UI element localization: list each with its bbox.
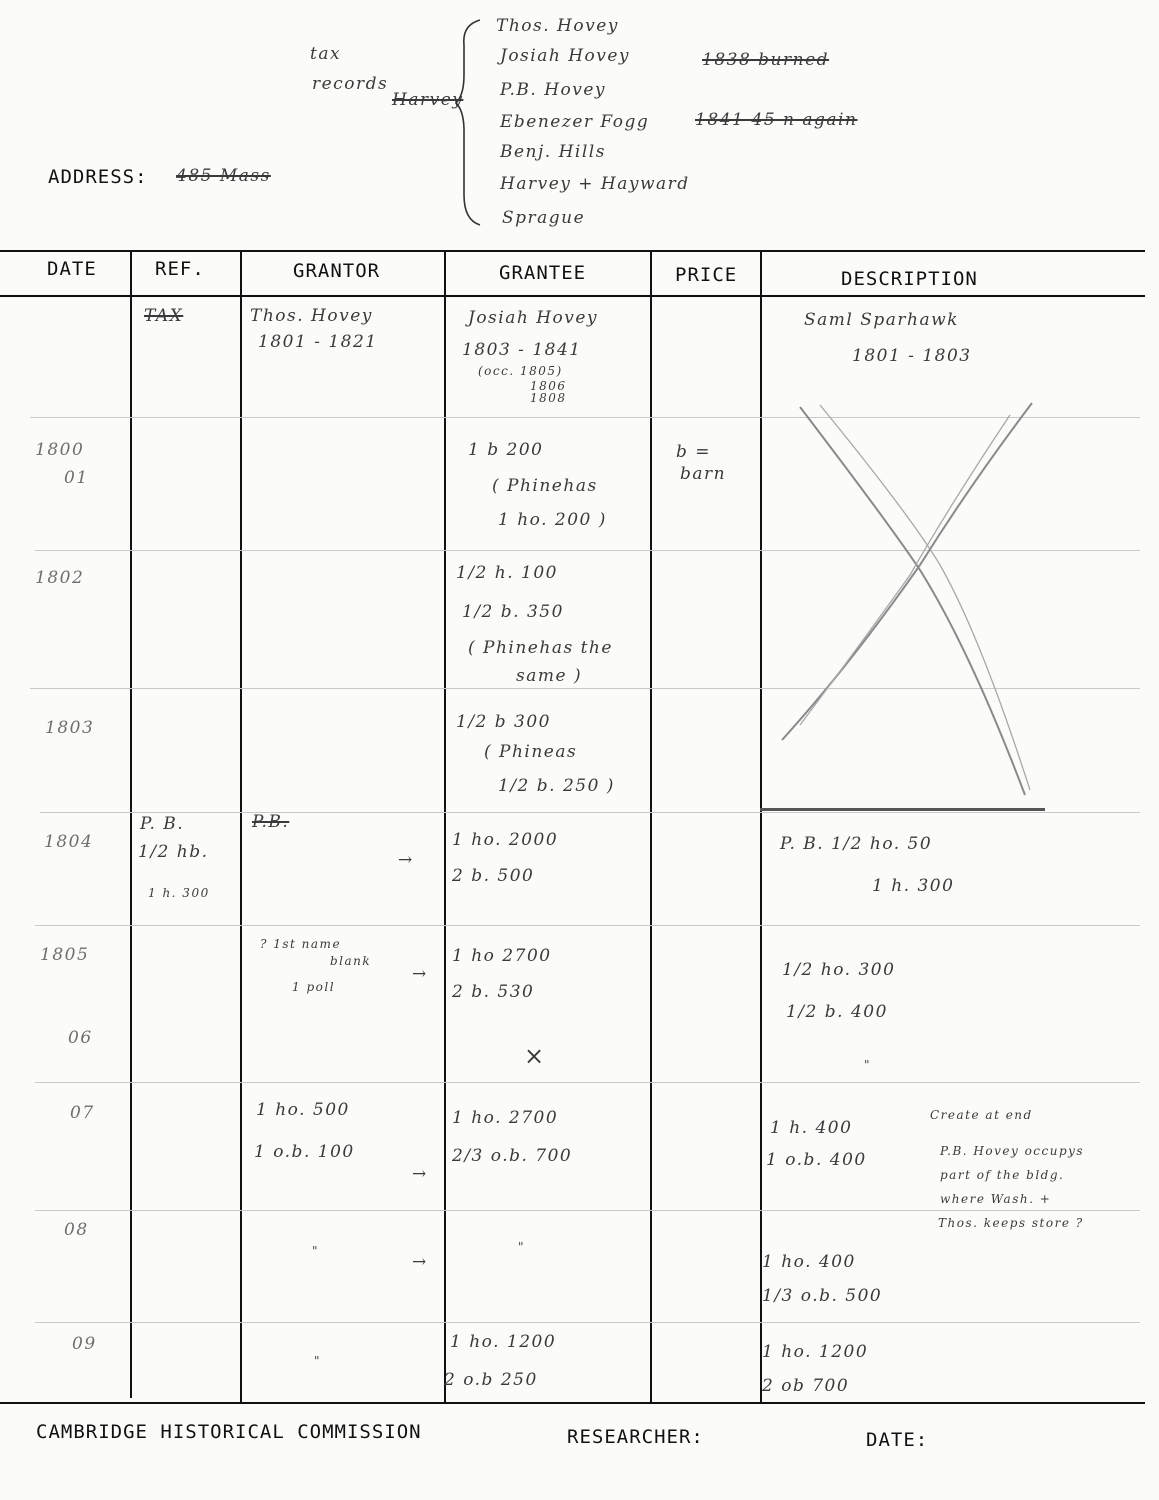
row-date: 08 xyxy=(64,1220,89,1240)
row-description: 1/2 ho. 300 xyxy=(782,960,896,980)
tax-label: tax xyxy=(310,44,342,64)
row-price: barn xyxy=(680,464,727,484)
curly-brace-icon xyxy=(450,15,490,230)
tax-grantor: Thos. Hovey xyxy=(250,306,373,326)
row-note: where Wash. + xyxy=(940,1192,1052,1206)
row-description: 1 h. 300 xyxy=(872,876,955,896)
row-grantee: 1/2 b. 350 xyxy=(462,602,564,622)
address-label: ADDRESS: xyxy=(48,166,148,188)
column-divider xyxy=(130,250,132,1398)
row-grantee: 1 ho. 2700 xyxy=(452,1108,559,1128)
row-note: part of the bldg. xyxy=(940,1168,1065,1182)
row-grantor: P.B. xyxy=(252,812,290,832)
row-date: 06 xyxy=(68,1028,93,1048)
row-note: Thos. keeps store ? xyxy=(938,1216,1084,1230)
row-description: 1/2 b. 400 xyxy=(786,1002,888,1022)
row-grantor: " xyxy=(312,1244,320,1258)
column-divider xyxy=(240,250,242,1402)
row-description: 1 o.b. 400 xyxy=(766,1150,867,1170)
struck-word: Harvey xyxy=(392,90,464,110)
row-date: 01 xyxy=(64,468,89,488)
tax-grantee-note: 1806 xyxy=(530,379,567,393)
row-note: P.B. Hovey occupys xyxy=(940,1144,1085,1158)
row-grantee: 1 b 200 xyxy=(468,440,544,460)
row-grantee: 1 ho 2700 xyxy=(452,946,552,966)
header-note-2: 1841-45 n again xyxy=(695,110,858,130)
name-thos-hovey: Thos. Hovey xyxy=(496,16,619,36)
row-date: 07 xyxy=(70,1103,95,1123)
row-date: 1802 xyxy=(35,568,85,588)
arrow-icon: → xyxy=(412,1252,428,1272)
row-ref: 1 h. 300 xyxy=(148,886,210,900)
row-description: 1 ho. 1200 xyxy=(762,1342,869,1362)
row-date: 1804 xyxy=(44,832,94,852)
table-border-bottom xyxy=(0,1402,1145,1404)
tax-grantor-years: 1801 - 1821 xyxy=(258,332,378,352)
column-divider xyxy=(650,250,652,1402)
header-note-1: 1838 burned xyxy=(702,50,830,70)
researcher-label: RESEARCHER: xyxy=(567,1426,704,1448)
row-grantee: 1/2 b 300 xyxy=(456,712,551,732)
tax-grantee-years: 1803 - 1841 xyxy=(462,340,582,360)
row-grantee: same ) xyxy=(516,666,583,686)
row-price: b = xyxy=(676,442,712,462)
column-header-price: PRICE xyxy=(675,264,738,286)
row-separator xyxy=(35,1322,1140,1323)
name-ebenezer-fogg: Ebenezer Fogg xyxy=(500,112,650,132)
row-description: 1 h. 400 xyxy=(770,1118,853,1138)
name-harvey-hayward: Harvey + Hayward xyxy=(500,174,690,194)
column-header-grantee: GRANTEE xyxy=(499,262,587,284)
column-header-grantor: GRANTOR xyxy=(293,260,381,282)
row-grantor: blank xyxy=(330,954,372,968)
row-grantee: 2 b. 530 xyxy=(452,982,535,1002)
row-description: 2 ob 700 xyxy=(762,1376,850,1396)
tax-description-years: 1801 - 1803 xyxy=(852,346,972,366)
row-grantee: 1 ho. 200 ) xyxy=(498,510,607,530)
row-ref: P. B. xyxy=(140,814,185,834)
row-date: 1803 xyxy=(45,718,95,738)
row-separator xyxy=(35,925,1140,926)
tax-ref: TAX xyxy=(144,306,184,326)
row-grantee: ( Phinehas xyxy=(492,476,598,496)
row-grantee: 1 ho. 1200 xyxy=(450,1332,557,1352)
row-grantor: 1 ho. 500 xyxy=(256,1100,350,1120)
row-grantee: 1/2 h. 100 xyxy=(456,563,558,583)
name-pb-hovey: P.B. Hovey xyxy=(500,80,607,100)
row-date: 1805 xyxy=(40,945,90,965)
row-grantor: ? 1st name xyxy=(260,937,342,951)
column-divider xyxy=(760,250,762,1402)
commission-name: CAMBRIDGE HISTORICAL COMMISSION xyxy=(36,1421,422,1443)
row-date: 1800 xyxy=(35,440,85,460)
row-grantor: " xyxy=(314,1354,322,1368)
row-grantor: 1 poll xyxy=(292,980,336,994)
table-header-divider xyxy=(0,295,1145,297)
row-grantee: 2 b. 500 xyxy=(452,866,535,886)
address-value: 485 Mass xyxy=(176,166,271,186)
row-grantee: ( Phinehas the xyxy=(468,638,613,658)
date-label: DATE: xyxy=(866,1429,929,1451)
row-grantee: 1/2 b. 250 ) xyxy=(498,776,615,796)
arrow-icon: → xyxy=(398,850,414,870)
row-description: P. B. 1/2 ho. 50 xyxy=(780,834,933,854)
row-ref: 1/2 hb. xyxy=(138,842,209,862)
row-description: 1/3 o.b. 500 xyxy=(762,1286,883,1306)
row-separator xyxy=(35,1082,1140,1083)
row-grantee: 1 ho. 2000 xyxy=(452,830,559,850)
column-divider xyxy=(444,250,446,1402)
row-grantee: 2/3 o.b. 700 xyxy=(452,1146,573,1166)
cross-out-mark-icon xyxy=(770,395,1070,815)
row-grantee: ( Phineas xyxy=(484,742,578,762)
name-josiah-hovey: Josiah Hovey xyxy=(500,46,631,66)
column-header-date: DATE xyxy=(47,258,97,280)
row-separator xyxy=(35,1210,1140,1211)
row-grantor: 1 o.b. 100 xyxy=(254,1142,355,1162)
row-grantee: " xyxy=(518,1240,526,1254)
row-note: Create at end xyxy=(930,1108,1033,1122)
records-label: records xyxy=(312,74,389,94)
row-description: 1 ho. 400 xyxy=(762,1252,856,1272)
tax-description: Saml Sparhawk xyxy=(804,310,959,330)
name-sprague: Sprague xyxy=(502,208,586,228)
row-description: " xyxy=(864,1058,872,1072)
column-header-ref: REF. xyxy=(155,258,205,280)
arrow-icon: → xyxy=(412,1164,428,1184)
arrow-icon: → xyxy=(412,964,428,984)
column-header-description: DESCRIPTION xyxy=(841,268,978,290)
row-grantee: × xyxy=(524,1042,546,1070)
table-border-top xyxy=(0,250,1145,252)
tax-grantee: Josiah Hovey xyxy=(468,308,599,328)
tax-grantee-note: 1808 xyxy=(530,391,567,405)
row-grantee: 2 o.b 250 xyxy=(444,1370,538,1390)
name-benj-hills: Benj. Hills xyxy=(500,142,606,162)
row-date: 09 xyxy=(72,1334,97,1354)
tax-grantee-note: (occ. 1805) xyxy=(478,364,563,378)
